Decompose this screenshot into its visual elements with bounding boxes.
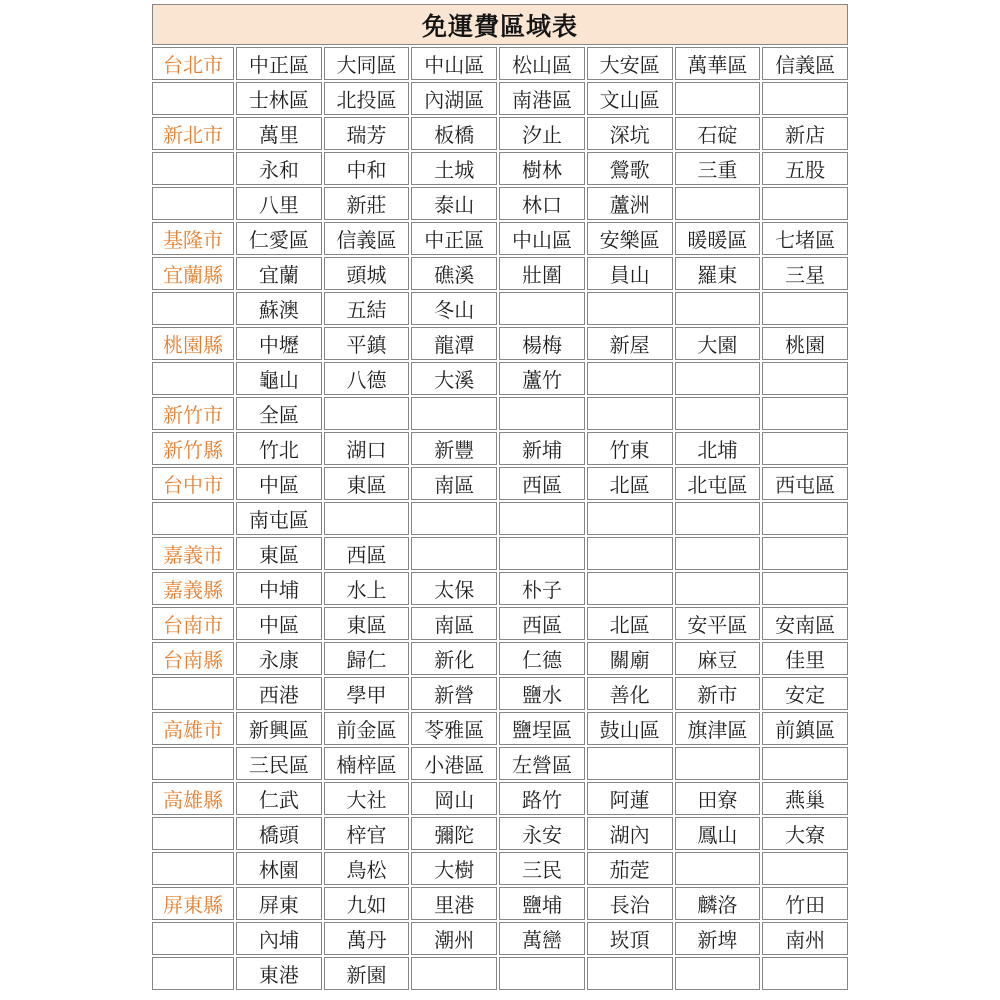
district-cell: 鹽水 xyxy=(499,677,585,710)
district-cell xyxy=(675,852,761,885)
district-cell: 新豐 xyxy=(411,432,497,465)
district-cell: 麻豆 xyxy=(675,642,761,675)
district-cell: 永康 xyxy=(236,642,322,675)
district-cell xyxy=(411,957,497,990)
district-cell: 土城 xyxy=(411,152,497,185)
city-cell: 台中市 xyxy=(152,467,234,500)
district-cell: 東區 xyxy=(324,607,410,640)
district-cell: 三民 xyxy=(499,852,585,885)
district-cell: 五股 xyxy=(762,152,848,185)
district-cell: 楊梅 xyxy=(499,327,585,360)
district-cell xyxy=(675,502,761,535)
district-cell: 蘆竹 xyxy=(499,362,585,395)
district-cell: 太保 xyxy=(411,572,497,605)
district-cell: 大同區 xyxy=(324,47,410,80)
table-row xyxy=(152,502,848,535)
district-cell: 安平區 xyxy=(675,607,761,640)
district-cell: 萬華區 xyxy=(675,47,761,80)
district-cell: 文山區 xyxy=(587,82,673,115)
district-cell: 燕巢 xyxy=(762,782,848,815)
district-cell xyxy=(499,502,585,535)
table-title: 免運費區域表 xyxy=(152,4,848,45)
district-cell: 大樹 xyxy=(411,852,497,885)
district-cell: 中區 xyxy=(236,467,322,500)
district-cell: 梓官 xyxy=(324,817,410,850)
district-cell: 北投區 xyxy=(324,82,410,115)
district-cell: 歸仁 xyxy=(324,642,410,675)
district-cell xyxy=(587,957,673,990)
district-cell xyxy=(762,502,848,535)
district-cell: 新屋 xyxy=(587,327,673,360)
city-cell xyxy=(152,852,234,885)
district-cell: 西港 xyxy=(236,677,322,710)
table-row xyxy=(152,852,848,885)
district-cell: 安樂區 xyxy=(587,222,673,255)
district-cell: 長治 xyxy=(587,887,673,920)
district-cell: 板橋 xyxy=(411,117,497,150)
district-cell: 鶯歌 xyxy=(587,152,673,185)
district-cell: 全區 xyxy=(236,397,322,430)
table-row xyxy=(152,572,848,605)
table-row xyxy=(152,747,848,780)
district-cell: 平鎮 xyxy=(324,327,410,360)
district-cell: 萬里 xyxy=(236,117,322,150)
district-cell: 中山區 xyxy=(411,47,497,80)
district-cell: 壯圍 xyxy=(499,257,585,290)
district-cell: 茄萣 xyxy=(587,852,673,885)
table-row xyxy=(152,607,848,640)
table-body xyxy=(152,47,848,990)
district-cell: 信義區 xyxy=(324,222,410,255)
district-cell: 安南區 xyxy=(762,607,848,640)
district-cell: 萬丹 xyxy=(324,922,410,955)
title-row xyxy=(152,4,848,45)
city-cell xyxy=(152,82,234,115)
table-row xyxy=(152,432,848,465)
district-cell: 內湖區 xyxy=(411,82,497,115)
district-cell: 西區 xyxy=(499,607,585,640)
district-cell: 竹田 xyxy=(762,887,848,920)
table-row xyxy=(152,467,848,500)
district-cell: 佳里 xyxy=(762,642,848,675)
table-row xyxy=(152,152,848,185)
district-cell xyxy=(675,747,761,780)
district-cell: 九如 xyxy=(324,887,410,920)
district-cell: 中壢 xyxy=(236,327,322,360)
district-cell: 西區 xyxy=(324,537,410,570)
district-cell xyxy=(675,187,761,220)
district-cell: 湖內 xyxy=(587,817,673,850)
city-cell: 嘉義縣 xyxy=(152,572,234,605)
table-row xyxy=(152,537,848,570)
city-cell xyxy=(152,817,234,850)
city-cell: 台北市 xyxy=(152,47,234,80)
district-cell xyxy=(499,537,585,570)
district-cell: 士林區 xyxy=(236,82,322,115)
district-cell: 楠梓區 xyxy=(324,747,410,780)
district-cell: 石碇 xyxy=(675,117,761,150)
city-cell xyxy=(152,922,234,955)
district-cell: 竹東 xyxy=(587,432,673,465)
district-cell: 竹北 xyxy=(236,432,322,465)
district-cell: 桃園 xyxy=(762,327,848,360)
district-cell: 學甲 xyxy=(324,677,410,710)
district-cell: 鹽埕區 xyxy=(499,712,585,745)
city-cell xyxy=(152,747,234,780)
district-cell: 中和 xyxy=(324,152,410,185)
district-cell: 汐止 xyxy=(499,117,585,150)
table-row xyxy=(152,887,848,920)
district-cell: 鳥松 xyxy=(324,852,410,885)
city-cell xyxy=(152,677,234,710)
district-cell: 東區 xyxy=(236,537,322,570)
district-cell: 仁愛區 xyxy=(236,222,322,255)
district-cell: 新興區 xyxy=(236,712,322,745)
district-cell xyxy=(499,292,585,325)
city-cell: 嘉義市 xyxy=(152,537,234,570)
table-row xyxy=(152,47,848,80)
district-cell: 前鎮區 xyxy=(762,712,848,745)
district-cell xyxy=(675,292,761,325)
district-cell: 大園 xyxy=(675,327,761,360)
district-cell: 南區 xyxy=(411,607,497,640)
district-cell: 旗津區 xyxy=(675,712,761,745)
city-cell xyxy=(152,152,234,185)
city-cell: 基隆市 xyxy=(152,222,234,255)
city-cell: 台南縣 xyxy=(152,642,234,675)
district-cell: 新園 xyxy=(324,957,410,990)
district-cell: 暖暖區 xyxy=(675,222,761,255)
district-cell: 里港 xyxy=(411,887,497,920)
table-row xyxy=(152,222,848,255)
district-cell: 八里 xyxy=(236,187,322,220)
table-row xyxy=(152,117,848,150)
table-row xyxy=(152,187,848,220)
district-cell xyxy=(587,537,673,570)
district-cell: 新埔 xyxy=(499,432,585,465)
district-cell xyxy=(762,187,848,220)
district-cell: 湖口 xyxy=(324,432,410,465)
district-cell: 大溪 xyxy=(411,362,497,395)
table-row xyxy=(152,82,848,115)
district-cell xyxy=(675,362,761,395)
district-cell xyxy=(587,572,673,605)
district-cell: 南屯區 xyxy=(236,502,322,535)
table-row xyxy=(152,957,848,990)
district-cell: 三星 xyxy=(762,257,848,290)
district-cell xyxy=(587,362,673,395)
district-cell: 鳳山 xyxy=(675,817,761,850)
district-cell: 新營 xyxy=(411,677,497,710)
district-cell: 北埔 xyxy=(675,432,761,465)
district-cell: 松山區 xyxy=(499,47,585,80)
district-cell: 南區 xyxy=(411,467,497,500)
district-cell: 田寮 xyxy=(675,782,761,815)
district-cell: 深坑 xyxy=(587,117,673,150)
district-cell: 苓雅區 xyxy=(411,712,497,745)
district-cell: 五結 xyxy=(324,292,410,325)
district-cell xyxy=(762,362,848,395)
district-cell: 東港 xyxy=(236,957,322,990)
district-cell: 新埤 xyxy=(675,922,761,955)
district-cell: 永安 xyxy=(499,817,585,850)
district-cell xyxy=(675,397,761,430)
city-cell xyxy=(152,292,234,325)
district-cell xyxy=(324,502,410,535)
city-cell: 新竹縣 xyxy=(152,432,234,465)
district-cell: 內埔 xyxy=(236,922,322,955)
district-cell xyxy=(762,572,848,605)
district-cell xyxy=(762,432,848,465)
district-cell: 中正區 xyxy=(411,222,497,255)
district-cell: 新化 xyxy=(411,642,497,675)
district-cell xyxy=(587,502,673,535)
district-cell: 鹽埔 xyxy=(499,887,585,920)
table-row xyxy=(152,712,848,745)
city-cell xyxy=(152,957,234,990)
district-cell: 中區 xyxy=(236,607,322,640)
district-cell: 大安區 xyxy=(587,47,673,80)
district-cell xyxy=(762,957,848,990)
table-row xyxy=(152,677,848,710)
district-cell xyxy=(587,292,673,325)
district-cell: 北屯區 xyxy=(675,467,761,500)
district-cell: 龜山 xyxy=(236,362,322,395)
district-cell: 前金區 xyxy=(324,712,410,745)
district-cell: 泰山 xyxy=(411,187,497,220)
district-cell: 安定 xyxy=(762,677,848,710)
district-cell: 路竹 xyxy=(499,782,585,815)
district-cell: 岡山 xyxy=(411,782,497,815)
district-cell xyxy=(762,397,848,430)
district-cell: 麟洛 xyxy=(675,887,761,920)
district-cell: 南港區 xyxy=(499,82,585,115)
table-row xyxy=(152,922,848,955)
district-cell xyxy=(675,82,761,115)
district-cell: 仁武 xyxy=(236,782,322,815)
district-cell: 三民區 xyxy=(236,747,322,780)
district-cell: 林園 xyxy=(236,852,322,885)
district-cell: 西區 xyxy=(499,467,585,500)
district-cell: 新店 xyxy=(762,117,848,150)
district-cell xyxy=(411,502,497,535)
district-cell: 信義區 xyxy=(762,47,848,80)
district-cell: 崁頂 xyxy=(587,922,673,955)
district-cell: 大社 xyxy=(324,782,410,815)
district-cell xyxy=(675,957,761,990)
district-cell xyxy=(411,397,497,430)
district-cell: 大寮 xyxy=(762,817,848,850)
district-cell: 中埔 xyxy=(236,572,322,605)
district-cell: 萬巒 xyxy=(499,922,585,955)
city-cell xyxy=(152,362,234,395)
district-cell: 水上 xyxy=(324,572,410,605)
city-cell: 高雄縣 xyxy=(152,782,234,815)
district-cell xyxy=(675,572,761,605)
district-cell: 東區 xyxy=(324,467,410,500)
city-cell: 高雄市 xyxy=(152,712,234,745)
city-cell: 宜蘭縣 xyxy=(152,257,234,290)
district-cell: 北區 xyxy=(587,607,673,640)
free-shipping-region-table xyxy=(150,2,850,992)
district-cell xyxy=(587,747,673,780)
district-cell xyxy=(499,957,585,990)
district-cell: 潮州 xyxy=(411,922,497,955)
district-cell: 樹林 xyxy=(499,152,585,185)
district-cell: 屏東 xyxy=(236,887,322,920)
city-cell xyxy=(152,187,234,220)
city-cell: 新竹市 xyxy=(152,397,234,430)
district-cell: 宜蘭 xyxy=(236,257,322,290)
district-cell: 礁溪 xyxy=(411,257,497,290)
table-row xyxy=(152,257,848,290)
district-cell: 阿蓮 xyxy=(587,782,673,815)
district-cell: 中山區 xyxy=(499,222,585,255)
city-cell: 屏東縣 xyxy=(152,887,234,920)
district-cell xyxy=(762,747,848,780)
district-cell: 頭城 xyxy=(324,257,410,290)
city-cell: 台南市 xyxy=(152,607,234,640)
district-cell: 七堵區 xyxy=(762,222,848,255)
district-cell: 朴子 xyxy=(499,572,585,605)
district-cell: 蘆洲 xyxy=(587,187,673,220)
city-cell: 桃園縣 xyxy=(152,327,234,360)
district-cell: 中正區 xyxy=(236,47,322,80)
district-cell: 三重 xyxy=(675,152,761,185)
district-cell: 林口 xyxy=(499,187,585,220)
district-cell: 北區 xyxy=(587,467,673,500)
district-cell: 員山 xyxy=(587,257,673,290)
district-cell xyxy=(762,82,848,115)
district-cell: 左營區 xyxy=(499,747,585,780)
district-cell: 永和 xyxy=(236,152,322,185)
district-cell: 南州 xyxy=(762,922,848,955)
table-row xyxy=(152,397,848,430)
district-cell: 仁德 xyxy=(499,642,585,675)
district-cell: 瑞芳 xyxy=(324,117,410,150)
district-cell: 蘇澳 xyxy=(236,292,322,325)
table-row xyxy=(152,362,848,395)
district-cell: 新莊 xyxy=(324,187,410,220)
district-cell: 新市 xyxy=(675,677,761,710)
table-row xyxy=(152,642,848,675)
table-row xyxy=(152,327,848,360)
district-cell xyxy=(762,537,848,570)
district-cell: 龍潭 xyxy=(411,327,497,360)
district-cell: 鼓山區 xyxy=(587,712,673,745)
district-cell xyxy=(411,537,497,570)
district-cell: 彌陀 xyxy=(411,817,497,850)
district-cell: 橋頭 xyxy=(236,817,322,850)
table-row xyxy=(152,292,848,325)
district-cell xyxy=(675,537,761,570)
district-cell: 善化 xyxy=(587,677,673,710)
district-cell xyxy=(499,397,585,430)
table-row xyxy=(152,782,848,815)
district-cell: 關廟 xyxy=(587,642,673,675)
city-cell: 新北市 xyxy=(152,117,234,150)
district-cell xyxy=(587,397,673,430)
district-cell: 小港區 xyxy=(411,747,497,780)
district-cell: 八德 xyxy=(324,362,410,395)
district-cell xyxy=(324,397,410,430)
table-row xyxy=(152,817,848,850)
district-cell xyxy=(762,852,848,885)
district-cell: 西屯區 xyxy=(762,467,848,500)
district-cell: 冬山 xyxy=(411,292,497,325)
district-cell xyxy=(762,292,848,325)
district-cell: 羅東 xyxy=(675,257,761,290)
city-cell xyxy=(152,502,234,535)
